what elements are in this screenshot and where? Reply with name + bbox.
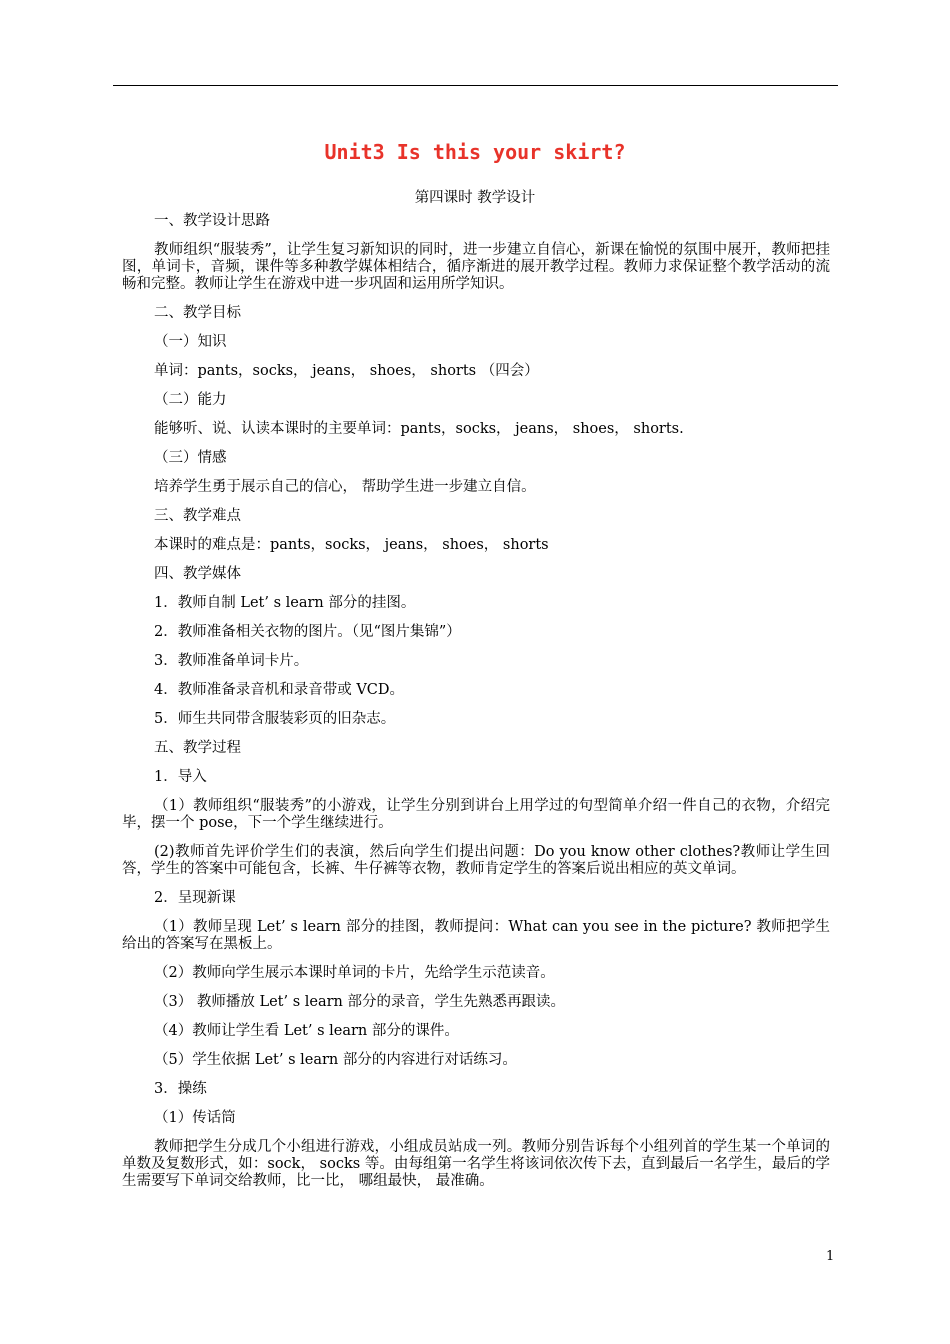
page-number: 1 <box>826 1249 835 1264</box>
subsection-heading: （一）知识 <box>154 334 227 350</box>
section-heading: 一、教学设计思路 <box>154 213 270 229</box>
section-heading: 四、教学媒体 <box>154 566 241 582</box>
document-subtitle: 第四课时 教学设计 <box>414 190 536 206</box>
paragraph: (2)教师首先评价学生们的表演，然后向学生们提出问题：Do you know other clothes?教师让学生回答，学生的答案中可能包含，长裤、牛仔裤等衣物，教师肯定学生的答案后说出相应的英文单词。 <box>122 844 830 877</box>
paragraph: （1）教师组织“服装秀”的小游戏，让学生分别到讲台上用学过的句型简单介绍一件自己的衣物，介绍完毕，摆一个 pose，下一个学生继续进行。 <box>122 798 830 831</box>
text-line: （3） 教师播放 Let’ s learn 部分的录音，学生先熟悉再跟读。 <box>154 994 565 1010</box>
step-heading: 2．呈现新课 <box>154 890 236 906</box>
step-heading: 3．操练 <box>154 1081 207 1097</box>
text-line: 单词：pants，socks， jeans， shoes， shorts （四会） <box>154 363 539 379</box>
section-heading: 五、教学过程 <box>154 740 241 756</box>
list-item: 4．教师准备录音机和录音带或 VCD。 <box>154 682 405 698</box>
text-line: 培养学生勇于展示自己的信心， 帮助学生进一步建立自信。 <box>154 479 536 495</box>
subsection-heading: （二）能力 <box>154 392 227 408</box>
text-line: （4）教师让学生看 Let’ s learn 部分的课件。 <box>154 1023 459 1039</box>
text-line: （5）学生依据 Let’ s learn 部分的内容进行对话练习。 <box>154 1052 517 1068</box>
list-item: 2．教师准备相关衣物的图片。（见“图片集锦”） <box>154 624 461 640</box>
paragraph: （1）教师呈现 Let’ s learn 部分的挂图，教师提问：What can you see in the picture? 教师把学生给出的答案写在黑板上。 <box>122 919 830 952</box>
list-item: 1．教师自制 Let’ s learn 部分的挂图。 <box>154 595 416 611</box>
section-heading: 三、教学难点 <box>154 508 241 524</box>
text-line: （1）传话筒 <box>154 1110 236 1126</box>
list-item: 5．师生共同带含服装彩页的旧杂志。 <box>154 711 396 727</box>
text-line: （2）教师向学生展示本课时单词的卡片，先给学生示范读音。 <box>154 965 555 981</box>
paragraph: 教师组织“服装秀”，让学生复习新知识的同时，进一步建立自信心，新课在愉悦的氛围中展开，教师把挂图，单词卡，音频，课件等多种教学媒体相结合，循序渐进的展开教学过程。教师力求保证整个教学活动的流畅和完整。教师让学生在游戏中进一步巩固和运用所学知识。 <box>122 242 830 292</box>
paragraph: 教师把学生分成几个小组进行游戏，小组成员站成一列。教师分别告诉每个小组列首的学生某一个单词的单数及复数形式，如：sock， socks 等。由每组第一名学生将该词依次传下去，直到最后一名学生，最后的学生需要写下单词交给教师，比一比， 哪组最快， 最准确。 <box>122 1139 830 1189</box>
subsection-heading: （三）情感 <box>154 450 227 466</box>
header-rule <box>113 85 838 86</box>
document-body <box>122 213 830 1190</box>
text-line: 本课时的难点是：pants，socks， jeans， shoes， shorts <box>154 537 549 553</box>
document-title: Unit3 Is this your skirt? <box>324 140 626 164</box>
text-line: 能够听、说、认读本课时的主要单词：pants，socks， jeans， shoes， shorts. <box>154 421 684 437</box>
section-heading: 二、教学目标 <box>154 305 241 321</box>
step-heading: 1．导入 <box>154 769 207 785</box>
list-item: 3．教师准备单词卡片。 <box>154 653 309 669</box>
